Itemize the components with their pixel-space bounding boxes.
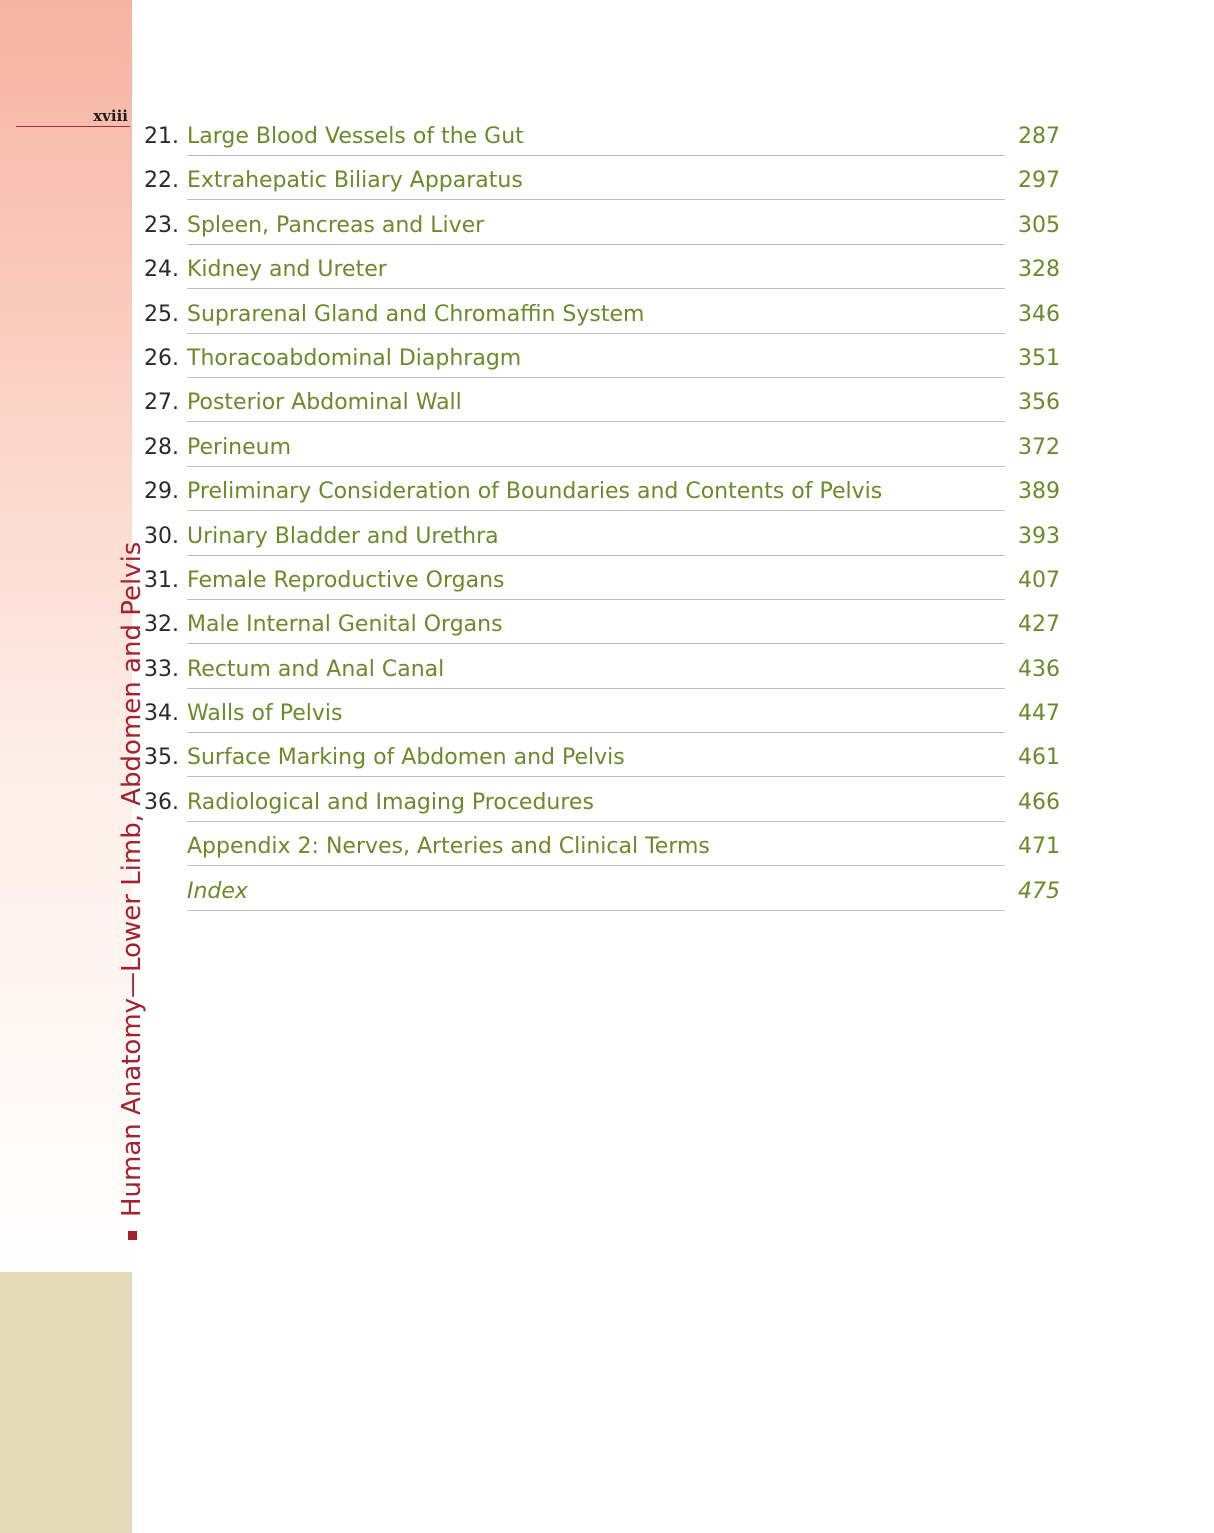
toc-entry-title[interactable]: Suprarenal Gland and Chromaffin System: [187, 301, 645, 327]
toc-entry-rule: [187, 466, 1005, 467]
toc-entry-rule: [187, 688, 1005, 689]
toc-entry-page[interactable]: 297: [1018, 168, 1060, 194]
toc-entry-appendix-2[interactable]: [0, 827, 1214, 871]
toc-entry-26[interactable]: [0, 339, 1214, 383]
toc-entry-page[interactable]: 471: [1018, 834, 1060, 860]
toc-entry-page[interactable]: 328: [1018, 257, 1060, 283]
toc-entry-rule: [187, 421, 1005, 422]
toc-entry-35[interactable]: [0, 738, 1214, 782]
toc-entry-number: 21.: [144, 124, 179, 149]
toc-entry-page[interactable]: 393: [1018, 523, 1060, 549]
toc-entry-number: 35.: [144, 745, 179, 771]
toc-entry-number: 28.: [144, 434, 179, 460]
toc-entry-title[interactable]: Large Blood Vessels of the Gut: [187, 124, 524, 149]
toc-entry-number: 31.: [144, 567, 179, 593]
table-of-contents: [0, 117, 1214, 916]
toc-entry-number: 25.: [144, 301, 179, 327]
toc-entry-rule: [187, 555, 1005, 556]
square-bullet-icon: [128, 1231, 137, 1240]
toc-entry-rule: [187, 244, 1005, 245]
toc-entry-32[interactable]: [0, 605, 1214, 649]
toc-entry-page[interactable]: 389: [1018, 479, 1060, 505]
toc-entry-number: 24.: [144, 257, 179, 283]
toc-entry-page[interactable]: 447: [1018, 701, 1060, 727]
toc-entry-rule: [187, 732, 1005, 733]
toc-entry-rule: [187, 155, 1005, 156]
toc-entry-page[interactable]: 287: [1018, 124, 1060, 149]
toc-entry-page[interactable]: 305: [1018, 212, 1060, 238]
toc-entry-rule: [187, 865, 1005, 866]
toc-entry-title[interactable]: Posterior Abdominal Wall: [187, 390, 462, 416]
toc-entry-title[interactable]: Rectum and Anal Canal: [187, 656, 445, 682]
toc-entry-rule: [187, 333, 1005, 334]
toc-entry-number: 23.: [144, 212, 179, 238]
toc-entry-31[interactable]: [0, 561, 1214, 605]
toc-entry-title[interactable]: Index: [187, 878, 248, 904]
toc-entry-title[interactable]: Preliminary Consideration of Boundaries and Contents of Pelvis: [187, 479, 883, 505]
toc-entry-title[interactable]: Female Reproductive Organs: [187, 567, 505, 593]
toc-entry-rule: [187, 377, 1005, 378]
toc-entry-27[interactable]: [0, 383, 1214, 427]
toc-entry-title[interactable]: Spleen, Pancreas and Liver: [187, 212, 485, 238]
toc-entry-rule: [187, 288, 1005, 289]
toc-entry-page[interactable]: 356: [1018, 390, 1060, 416]
toc-entry-number: 26.: [144, 345, 179, 371]
toc-entry-page[interactable]: 372: [1018, 434, 1060, 460]
toc-entry-page[interactable]: 407: [1018, 567, 1060, 593]
toc-entry-title[interactable]: Thoracoabdominal Diaphragm: [187, 345, 522, 371]
toc-entry-rule: [187, 776, 1005, 777]
toc-entry-23[interactable]: [0, 206, 1214, 250]
toc-entry-title[interactable]: Perineum: [187, 434, 292, 460]
toc-entry-title[interactable]: Appendix 2: Nerves, Arteries and Clinical Terms: [187, 834, 710, 860]
side-bottom-band: [0, 1272, 132, 1533]
toc-entry-33[interactable]: [0, 650, 1214, 694]
toc-entry-page[interactable]: 346: [1018, 301, 1060, 327]
toc-entry-page[interactable]: 466: [1018, 789, 1060, 815]
toc-entry-title[interactable]: Surface Marking of Abdomen and Pelvis: [187, 745, 625, 771]
toc-entry-number: 27.: [144, 390, 179, 416]
toc-entry-title[interactable]: Male Internal Genital Organs: [187, 612, 503, 638]
toc-entry-36[interactable]: [0, 783, 1214, 827]
toc-entry-number: 22.: [144, 168, 179, 194]
toc-entry-rule: [187, 821, 1005, 822]
toc-entry-number: 30.: [144, 523, 179, 549]
toc-entry-page[interactable]: 436: [1018, 656, 1060, 682]
running-head-text: Human Anatomy—Lower Limb, Abdomen and Pelvis: [117, 541, 147, 1217]
toc-entry-page[interactable]: 427: [1018, 612, 1060, 638]
toc-entry-30[interactable]: [0, 517, 1214, 561]
toc-entry-title[interactable]: Kidney and Ureter: [187, 257, 387, 283]
toc-entry-title[interactable]: Radiological and Imaging Procedures: [187, 789, 594, 815]
toc-entry-24[interactable]: [0, 250, 1214, 294]
toc-entry-rule: [187, 199, 1005, 200]
toc-entry-34[interactable]: [0, 694, 1214, 738]
toc-entry-number: 36.: [144, 789, 179, 815]
toc-entry-number: 29.: [144, 479, 179, 505]
toc-entry-21[interactable]: [0, 117, 1214, 161]
toc-entry-22[interactable]: [0, 161, 1214, 205]
toc-entry-number: 33.: [144, 656, 179, 682]
toc-entry-index[interactable]: [0, 872, 1214, 916]
toc-entry-number: 32.: [144, 612, 179, 638]
toc-entry-page[interactable]: 351: [1018, 345, 1060, 371]
page-number: xviii: [93, 107, 128, 125]
toc-entry-rule: [187, 643, 1005, 644]
toc-entry-title[interactable]: Walls of Pelvis: [187, 701, 343, 727]
toc-entry-28[interactable]: [0, 428, 1214, 472]
toc-entry-25[interactable]: [0, 295, 1214, 339]
toc-entry-29[interactable]: [0, 472, 1214, 516]
toc-entry-title[interactable]: Extrahepatic Biliary Apparatus: [187, 168, 523, 194]
toc-entry-title[interactable]: Urinary Bladder and Urethra: [187, 523, 499, 549]
toc-entry-rule: [187, 910, 1005, 911]
toc-entry-page[interactable]: 475: [1018, 878, 1060, 904]
toc-entry-number: 34.: [144, 701, 179, 727]
toc-entry-page[interactable]: 461: [1018, 745, 1060, 771]
toc-entry-rule: [187, 510, 1005, 511]
toc-entry-rule: [187, 599, 1005, 600]
